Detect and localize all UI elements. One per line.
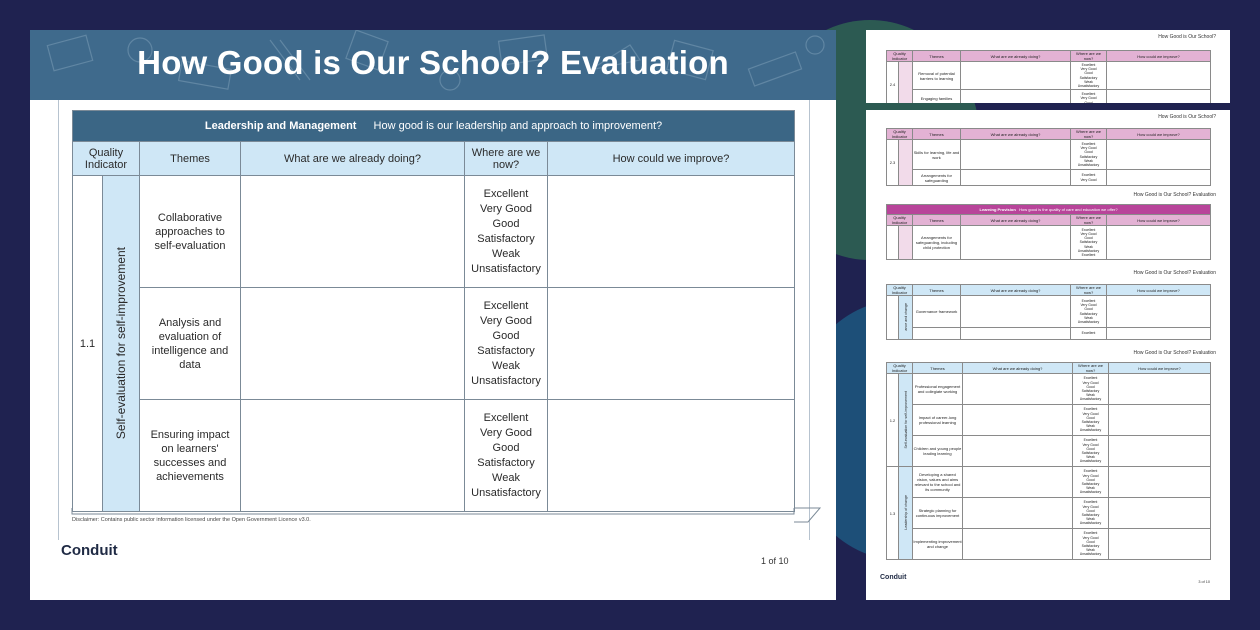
- thumbnail-page[interactable]: [866, 30, 1230, 103]
- thumb-title: How Good is Our School? Evaluation: [1133, 192, 1216, 198]
- thumb-header-where: Where are we now?: [1071, 51, 1107, 62]
- thumb-conduit-logo: Conduit: [880, 574, 907, 581]
- thumb-header-themes: Themes: [913, 51, 961, 62]
- thumbnail-page[interactable]: [866, 262, 1230, 342]
- header-quality-indicator: Quality Indicator: [73, 142, 140, 176]
- thumb-title: How Good is Our School?: [1158, 34, 1216, 40]
- thumb-indicator: 2.4: [887, 62, 899, 104]
- thumb-header-doing: What are we already doing?: [961, 51, 1071, 62]
- thumb-table: Quality Indicator Themes What are we already doing? Where are we now? How could we improve? 1.2 Self-evaluation for self-improvement Professional engagement and collegiate working Excellent Very Good Good Satisfactory Weak Unsatisfactory Impact of career-long professional learning Excellent Very Good Good Satisfactory Weak Unsatisfactory Children and young people leading learning Excellent Very Good Good Satisfactory Weak Unsatisfactory 1.3 Leadership of change Developing a shared vision, values and aims relevant to the school and its community Excellent Very Good Good Satisfactory Weak Unsatisfactory Strategic planning for continuous improvement Excellent Very Good Good Satisfactory Weak Unsatisfactory Implementing improvement and change Excellent Very Good Good Satisfactory Weak Unsatisfactory: [886, 362, 1211, 560]
- rating-option[interactable]: Very Good: [480, 202, 532, 215]
- thumb-vertical-label: Leadership of change: [903, 495, 908, 530]
- thumb-theme: Skills for learning, life and work: [913, 140, 961, 170]
- thumb-rating: Excellent Very Good Good Satisfactory Weak Unsatisfactory: [1073, 405, 1109, 436]
- thumb-theme: Governance framework: [913, 296, 961, 328]
- thumb-rating: Excellent Very Good Good Satisfactory Weak Unsatisfactory: [1073, 467, 1109, 498]
- thumb-table: Quality Indicator Themes What are we already doing? Where are we now? How could we improve? ance and change Governance framework Excellent Very Good Good Satisfactory Weak Unsatisfactory Excellent: [886, 284, 1211, 340]
- thumb-theme: Professional engagement and collegiate working: [913, 374, 963, 405]
- conduit-logo: Conduit: [61, 542, 118, 559]
- thumb-theme: Developing a shared vision, values and aims relevant to the school and its community: [913, 467, 963, 498]
- rating-option[interactable]: Weak: [492, 247, 520, 260]
- thumb-header-improve: How could we improve?: [1107, 51, 1211, 62]
- thumb-theme: Impact of career-long professional learning: [913, 405, 963, 436]
- page-number: 1 of 10: [761, 556, 789, 566]
- thumb-rating: Excellent Very Good Good Satisfactory Weak Unsatisfactory: [1071, 296, 1107, 328]
- thumb-indicator: 1.3: [887, 467, 899, 560]
- rating-option[interactable]: Very Good: [480, 426, 532, 439]
- quality-indicator-number: 1.1: [73, 176, 103, 511]
- rating-option[interactable]: Unsatisfactory: [471, 262, 541, 275]
- thumbnail-page[interactable]: [866, 186, 1230, 262]
- thumb-indicator: 2.3: [887, 140, 899, 186]
- thumb-rating: Excellent Very Good Good Satisfactory Weak Unsatisfactory: [1071, 62, 1107, 90]
- rating-option[interactable]: Good: [492, 217, 520, 230]
- thumb-title: How Good is Our School?: [1158, 114, 1216, 120]
- rating-option[interactable]: Satisfactory: [477, 344, 535, 357]
- thumb-table: [886, 50, 1211, 103]
- rating-option[interactable]: Good: [492, 329, 520, 342]
- thumb-theme: Arrangements for safeguarding: [913, 170, 961, 186]
- thumbnail-page[interactable]: [866, 110, 1230, 186]
- thumb-title: How Good is Our School? Evaluation: [1133, 350, 1216, 356]
- thumb-header-quality-indicator: Quality Indicator: [887, 51, 913, 62]
- thumb-page-number: 3 of 10: [1198, 580, 1210, 584]
- theme-cell: Collaborative approaches to self-evaluation: [140, 176, 241, 288]
- thumb-theme: Removal of potential barriers to learning: [913, 62, 961, 90]
- thumb-theme: Implementing improvement and change: [913, 529, 963, 560]
- thumb-rating: Excellent Very Good Good Satisfactory Weak Unsatisfactory: [1071, 140, 1107, 170]
- section-title: Leadership and Management: [204, 120, 357, 132]
- header-where: Where are we now?: [465, 142, 548, 176]
- thumbnail-page[interactable]: [866, 342, 1230, 600]
- rating-option[interactable]: Satisfactory: [477, 232, 535, 245]
- thumb-table: Learning Provision How good is the quality of care and education we offer? Quality Indicator Themes What are we already doing? Where are we now? How could we improve? Arrangements for safeguarding, including child protection Excellent Very Good Good Satisfactory Weak Unsatisfactory Excellent: [886, 204, 1211, 260]
- thumb-theme: Arrangements for safeguarding, including child protection: [913, 226, 961, 260]
- thumb-vertical-label: ance and change: [903, 303, 908, 331]
- disclaimer: Disclaimer: Contains public sector information licensed under the Open Government Licence v3.0.: [72, 517, 311, 523]
- theme-cell: Ensuring impact on learners' successes and achievements: [140, 400, 241, 512]
- thumb-rating: Excellent Very Good Good: [1071, 90, 1107, 104]
- rating-option[interactable]: Weak: [492, 471, 520, 484]
- thumb-theme: Engaging families: [913, 90, 961, 104]
- page-title: How Good is Our School? Evaluation: [137, 44, 729, 81]
- rating-option[interactable]: Good: [492, 441, 520, 454]
- thumb-table: Quality Indicator Themes What are we already doing? Where are we now? How could we improve? 2.3 Skills for learning, life and work Excellent Very Good Good Satisfactory Weak Unsatisfactory Arrangements for safeguarding Excellent Very Good: [886, 128, 1211, 186]
- thumb-indicator: 1.2: [887, 374, 899, 467]
- thumb-theme: Children and young people leading learning: [913, 436, 963, 467]
- theme-cell: Analysis and evaluation of intelligence and data: [140, 288, 241, 400]
- rating-option[interactable]: Satisfactory: [477, 456, 535, 469]
- vertical-label: Self-evaluation for self-improvement: [114, 247, 128, 440]
- thumb-title: How Good is Our School? Evaluation: [1133, 270, 1216, 276]
- rating-option[interactable]: Unsatisfactory: [471, 374, 541, 387]
- header-doing: What are we already doing?: [241, 142, 465, 176]
- rating-option[interactable]: Very Good: [480, 314, 532, 327]
- section-question: How good is our leadership and approach to improvement?: [373, 120, 663, 132]
- thumb-rating: Excellent Very Good Good Satisfactory Weak Unsatisfactory: [1073, 374, 1109, 405]
- page-frame: [30, 30, 836, 600]
- thumb-rating: Excellent Very Good Good Satisfactory Weak Unsatisfactory Excellent: [1071, 226, 1107, 260]
- thumb-theme: Strategic planning for continuous improvement: [913, 498, 963, 529]
- thumb-rating: Excellent Very Good Good Satisfactory Weak Unsatisfactory: [1073, 498, 1109, 529]
- thumb-rating: Excellent Very Good Good Satisfactory Weak Unsatisfactory: [1073, 436, 1109, 467]
- thumb-rating: Excellent Very Good Good Satisfactory Weak Unsatisfactory: [1073, 529, 1109, 560]
- rating-option[interactable]: Weak: [492, 359, 520, 372]
- rating-option[interactable]: Excellent: [483, 411, 529, 424]
- rating-option[interactable]: Excellent: [483, 187, 529, 200]
- thumb-vertical-label: Self-evaluation for self-improvement: [903, 390, 908, 449]
- header-improve: How could we improve?: [548, 142, 795, 176]
- rating-option[interactable]: Unsatisfactory: [471, 486, 541, 499]
- main-page-preview: [30, 30, 836, 600]
- rating-option[interactable]: Excellent: [483, 299, 529, 312]
- thumb-section-header: Learning Provision How good is the quality of care and education we offer?: [887, 205, 1211, 215]
- header-themes: Themes: [140, 142, 241, 176]
